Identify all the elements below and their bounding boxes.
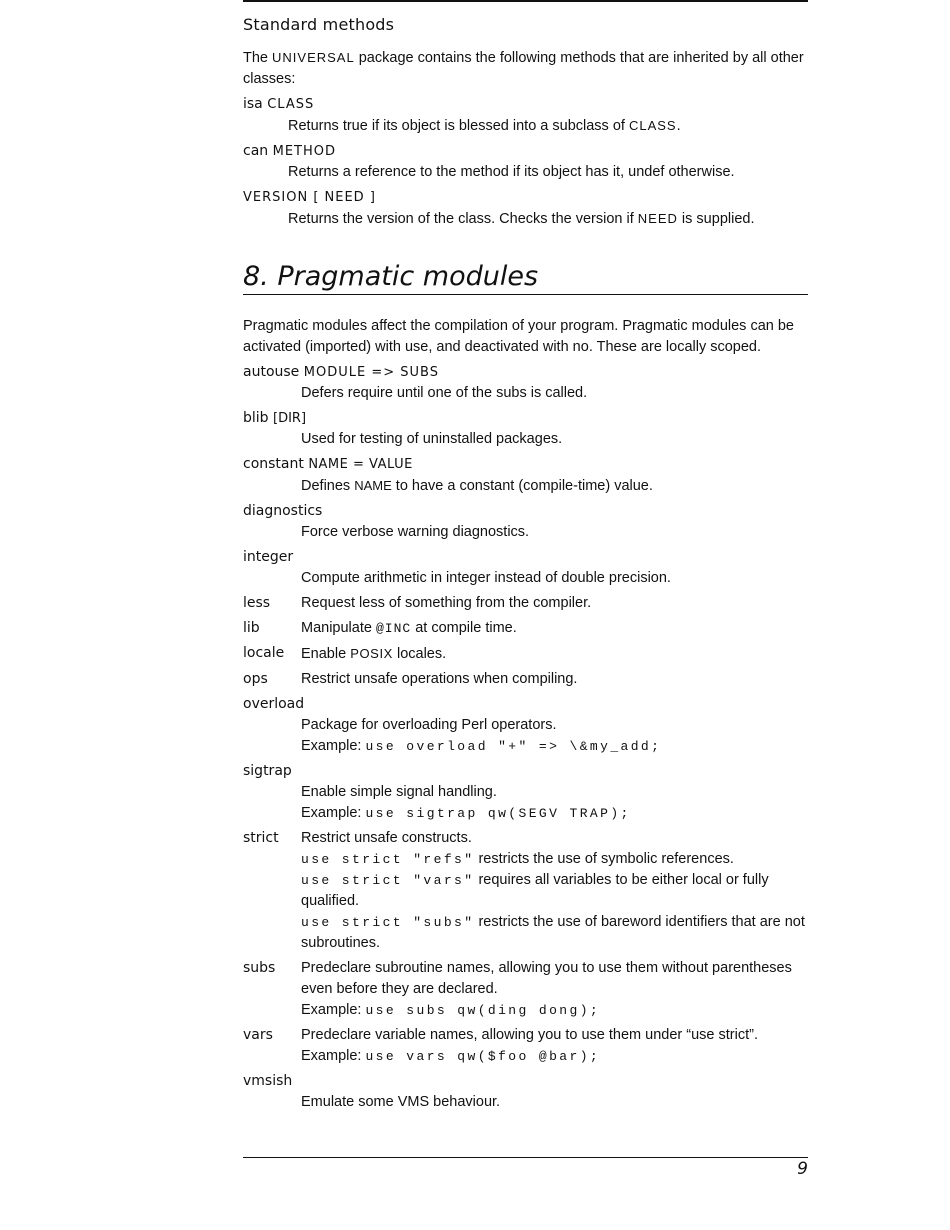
isa-desc: Returns true if its object is blessed into a subclass of CLASS. bbox=[288, 118, 681, 134]
page-content bbox=[243, 0, 808, 1113]
universal-intro: The UNIVERSAL package contains the following methods that are inherited by all other classes: bbox=[243, 50, 804, 87]
vars-example: Example: use vars qw($foo @bar); bbox=[301, 1048, 601, 1064]
strict-refs: use strict "refs" restricts the use of symbolic references. bbox=[301, 851, 734, 867]
ops-desc: Restrict unsafe operations when compiling. bbox=[301, 671, 578, 687]
autouse-desc: Defers require until one of the subs is called. bbox=[301, 385, 588, 401]
subs-row bbox=[243, 958, 808, 1021]
version-desc: Returns the version of the class. Checks the version if NEED is supplied. bbox=[288, 211, 755, 227]
less-desc: Request less of something from the compiler. bbox=[301, 595, 592, 611]
ops-row bbox=[243, 669, 808, 690]
diagnostics-term: diagnostics bbox=[243, 503, 323, 519]
overload-example: Example: use overload "+" => \&my_add; bbox=[301, 738, 662, 754]
vmsish-term: vmsish bbox=[243, 1073, 293, 1089]
subs-term: subs bbox=[243, 960, 276, 976]
sigtrap-desc: Enable simple signal handling. bbox=[301, 784, 497, 800]
sigtrap-term: sigtrap bbox=[243, 763, 292, 779]
constant-term: constant NAME = VALUE bbox=[243, 456, 413, 472]
strict-subs: use strict "subs" restricts the use of bareword identifiers that are not subroutines. bbox=[301, 914, 805, 951]
vars-term: vars bbox=[243, 1027, 273, 1043]
overload-desc: Package for overloading Perl operators. bbox=[301, 717, 557, 733]
can-term: can METHOD bbox=[243, 143, 336, 159]
vars-desc: Predeclare variable names, allowing you to use them under “use strict”. bbox=[301, 1027, 758, 1043]
strict-desc: Restrict unsafe constructs. bbox=[301, 830, 472, 846]
diagnostics-desc: Force verbose warning diagnostics. bbox=[301, 524, 530, 540]
autouse-term: autouse MODULE => SUBS bbox=[243, 364, 439, 380]
page-number: 9 bbox=[797, 1159, 808, 1179]
footer-rule bbox=[243, 1157, 808, 1158]
integer-term: integer bbox=[243, 549, 294, 565]
locale-desc: Enable POSIX locales. bbox=[301, 646, 447, 662]
lib-desc: Manipulate @INC at compile time. bbox=[301, 620, 517, 636]
lib-term: lib bbox=[243, 620, 260, 636]
subs-example: Example: use subs qw(ding dong); bbox=[301, 1002, 601, 1018]
locale-term: locale bbox=[243, 645, 285, 661]
less-row bbox=[243, 593, 808, 614]
heading-rule bbox=[243, 294, 808, 295]
lib-row bbox=[243, 618, 808, 639]
strict-term: strict bbox=[243, 830, 279, 846]
locale-row bbox=[243, 643, 808, 665]
isa-term: isa CLASS bbox=[243, 96, 315, 112]
blib-term: blib [DIR] bbox=[243, 410, 307, 426]
blib-desc: Used for testing of uninstalled packages. bbox=[301, 431, 563, 447]
strict-row bbox=[243, 828, 808, 954]
constant-desc: Defines NAME to have a constant (compile-time) value. bbox=[301, 478, 653, 494]
pragmatic-modules-heading: 8. Pragmatic modules bbox=[243, 261, 539, 292]
sigtrap-example: Example: use sigtrap qw(SEGV TRAP); bbox=[301, 805, 631, 821]
overload-term: overload bbox=[243, 696, 305, 712]
strict-desc-block bbox=[301, 828, 808, 954]
can-desc: Returns a reference to the method if its object has it, undef otherwise. bbox=[288, 164, 735, 180]
vars-desc-block bbox=[301, 1025, 808, 1067]
integer-desc: Compute arithmetic in integer instead of double precision. bbox=[301, 570, 671, 586]
vars-row bbox=[243, 1025, 808, 1067]
pragmatic-intro: Pragmatic modules affect the compilation of your program. Pragmatic modules can be activated (imported) with use, and deactivated with no. These are locally scoped. bbox=[243, 318, 794, 355]
top-rule bbox=[243, 0, 808, 2]
vmsish-desc: Emulate some VMS behaviour. bbox=[301, 1094, 501, 1110]
less-term: less bbox=[243, 595, 271, 611]
standard-methods-heading: Standard methods bbox=[243, 15, 395, 34]
strict-vars: use strict "vars" requires all variables to be either local or fully qualified. bbox=[301, 872, 769, 909]
version-term: VERSION [ NEED ] bbox=[243, 190, 376, 205]
subs-desc-block bbox=[301, 958, 808, 1021]
subs-desc: Predeclare subroutine names, allowing you to use them without parentheses even before they are declared. bbox=[301, 960, 792, 997]
ops-term: ops bbox=[243, 671, 268, 687]
